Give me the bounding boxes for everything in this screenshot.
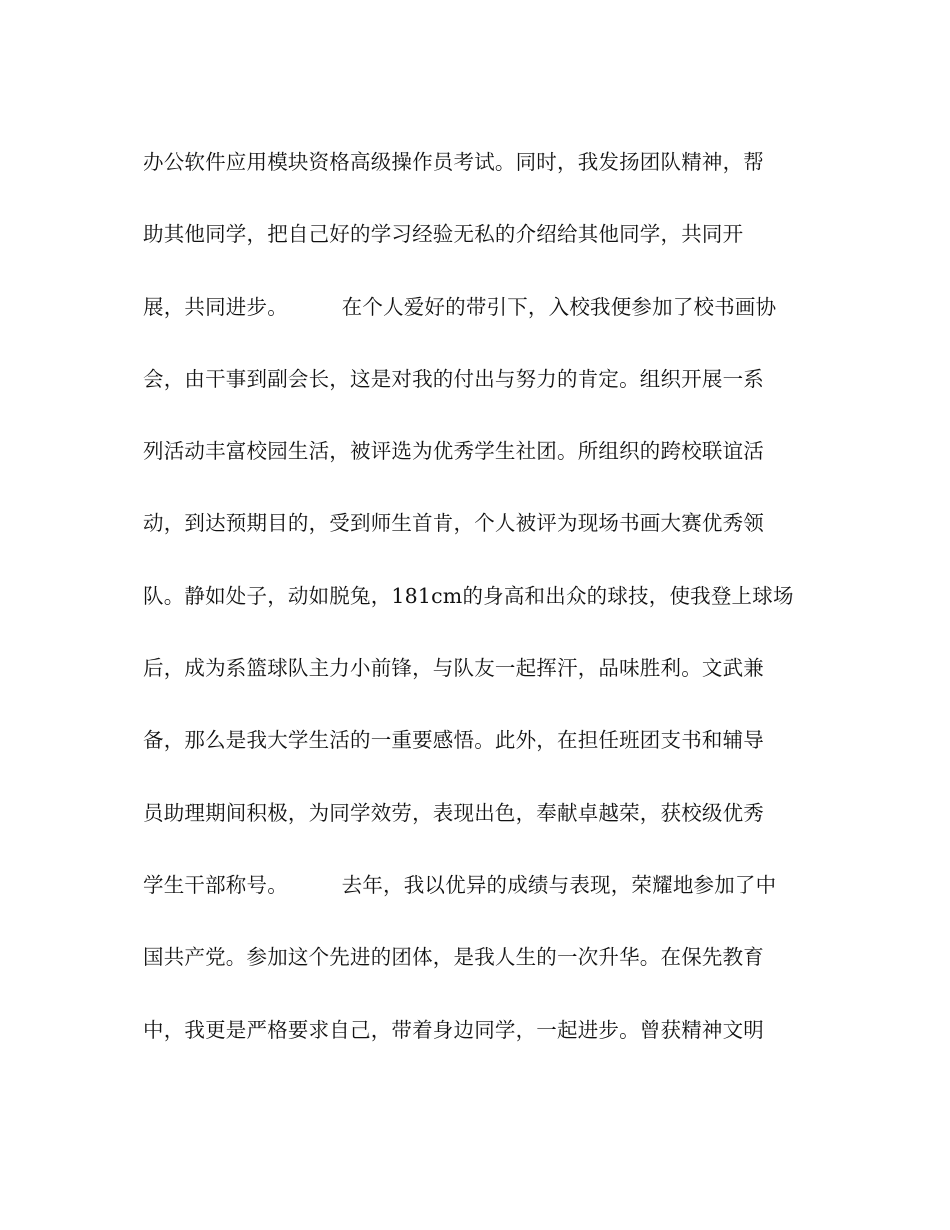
text-line-12: 国共产党。参加这个先进的团体，是我人生的一次升华。在保先教育 bbox=[143, 945, 764, 970]
text-line-1: 办公软件应用模块资格高级操作员考试。同时，我发扬团队精神，帮 bbox=[143, 150, 764, 174]
text-line-13: 中，我更是严格要求自己，带着身边同学，一起进步。曾获精神文明 bbox=[143, 1017, 764, 1042]
document-body bbox=[143, 138, 823, 1078]
text-line-6: 动，到达预期目的，受到师生首肯，个人被评为现场书画大赛优秀领 bbox=[143, 511, 764, 536]
text-line-5: 列活动丰富校园生活，被评选为优秀学生社团。所组织的跨校联谊活 bbox=[143, 439, 764, 464]
text-line-10: 员助理期间积极，为同学效劳，表现出色，奉献卓越荣，获校级优秀 bbox=[143, 800, 764, 825]
text-line-9: 备，那么是我大学生活的一重要感悟。此外，在担任班团支书和辅导 bbox=[143, 728, 764, 753]
text-line-8: 后，成为系篮球队主力小前锋，与队友一起挥汗，品味胜利。文武兼 bbox=[143, 656, 764, 681]
text-line-2: 助其他同学，把自己好的学习经验无私的介绍给其他同学，共同开 bbox=[143, 222, 744, 247]
text-line-3: 展，共同进步。 在个人爱好的带引下，入校我便参加了校书画协 bbox=[143, 294, 777, 319]
text-line-7: 队。静如处子，动如脱兔，181cm的身高和出众的球技，使我登上球场 bbox=[143, 583, 794, 608]
text-line-11: 学生干部称号。 去年，我以优异的成绩与表现，荣耀地参加了中 bbox=[143, 872, 777, 897]
text-line-4: 会，由干事到副会长，这是对我的付出与努力的肯定。组织开展一系 bbox=[143, 366, 764, 391]
